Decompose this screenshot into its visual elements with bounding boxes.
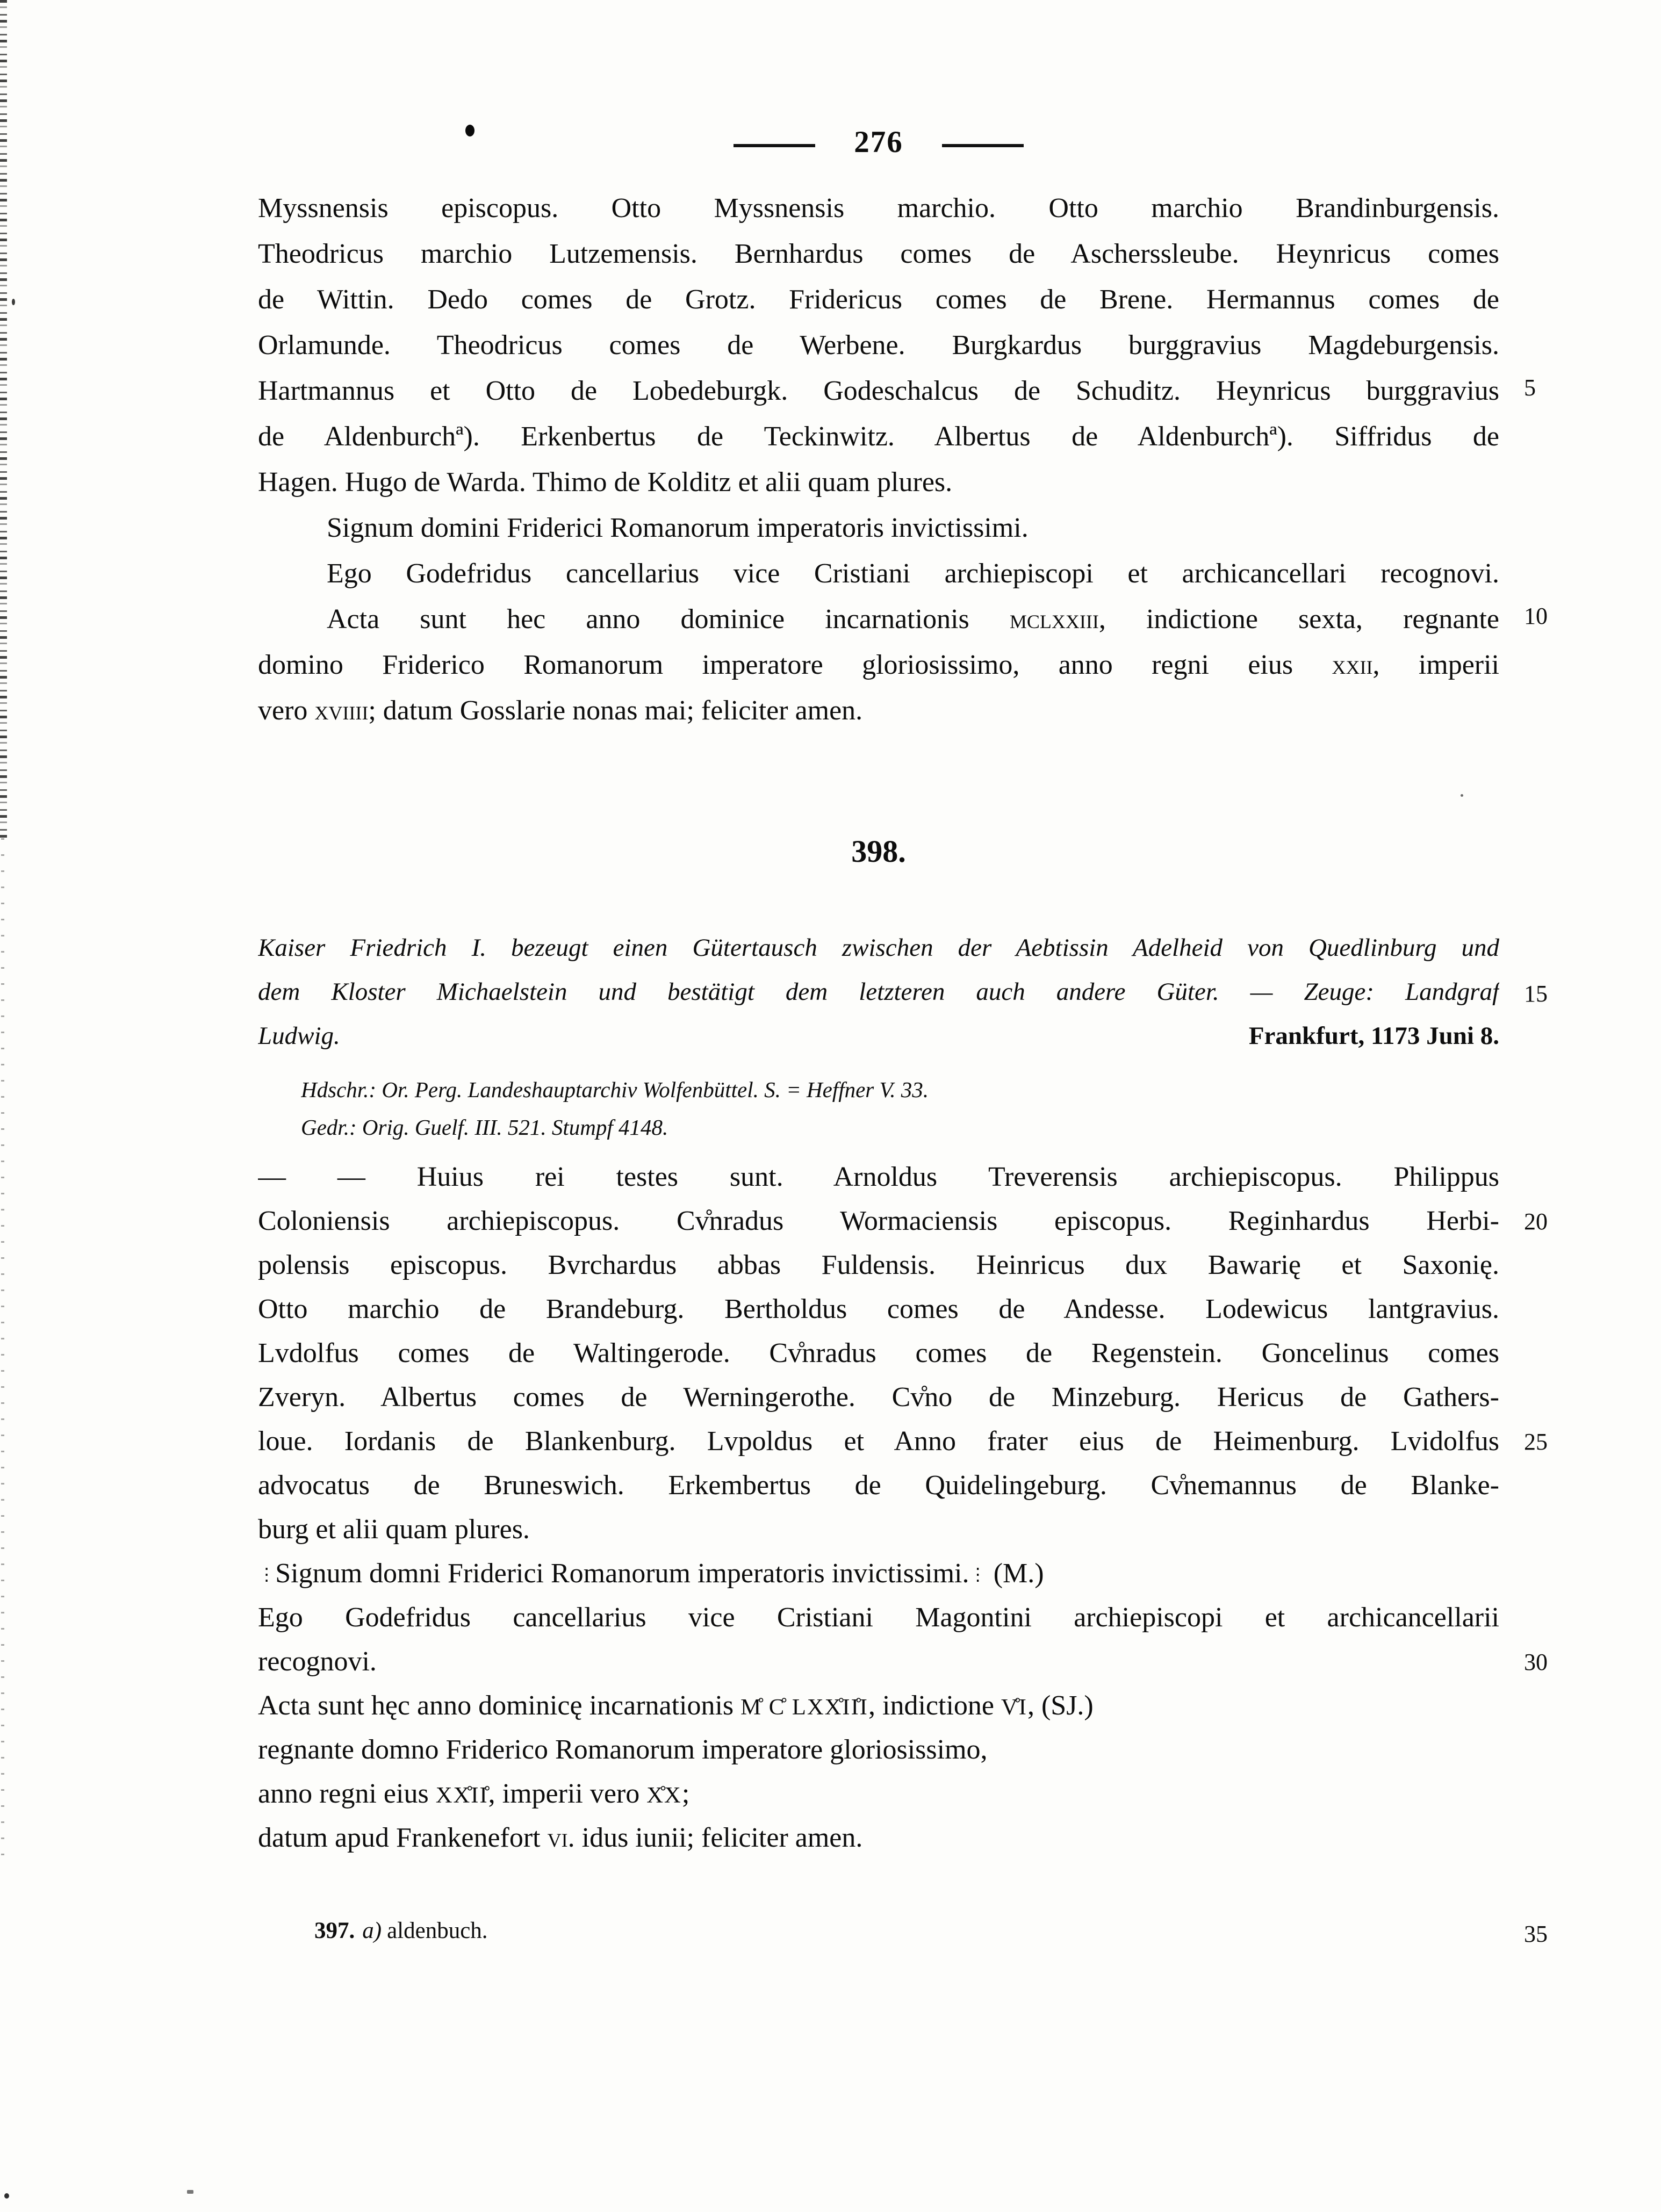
seal-note: , (SJ.) bbox=[1027, 1690, 1094, 1721]
monogram-note: (M.) bbox=[986, 1558, 1044, 1589]
place-date-line: Frankfurt, 1173 Juni 8. bbox=[1248, 1022, 1499, 1050]
text-line: Hartmannus et Otto de Lobedeburgk. Godeschalcus de Schuditz. Heynricus burggravius bbox=[258, 376, 1499, 406]
header-rule-left bbox=[734, 144, 815, 147]
text-line: Zveryn. Albertus comes de Werningerothe. Cv̊no de Minzeburg. Hericus de Gathers- bbox=[258, 1382, 1499, 1413]
text-run: anno regni eius bbox=[258, 1778, 436, 1809]
text-line: — — Huius rei testes sunt. Arnoldus Treverensis archiepiscopus. Philippus bbox=[258, 1162, 1499, 1192]
scan-speck bbox=[1461, 794, 1463, 797]
roman-numeral: V̊I bbox=[1001, 1695, 1027, 1720]
tricolon-mark: ⋮ bbox=[969, 1564, 987, 1584]
charter-397-text bbox=[258, 185, 1499, 733]
margin-line-number: 20 bbox=[1524, 1208, 1548, 1235]
text-line: de Aldenburchª). Erkenbertus de Teckinwitz. Albertus de Aldenburchª). Siffridus de bbox=[258, 421, 1499, 452]
recognition-line: Ego Godefridus cancellarius vice Cristiani Magontini archiepiscopi et archicancellarii bbox=[258, 1602, 1499, 1633]
printed-source-line: Gedr.: Orig. Guelf. III. 521. Stumpf 4148. bbox=[301, 1115, 668, 1140]
text-run: idus iunii; feliciter amen. bbox=[574, 1822, 863, 1853]
text-run: domino Friderico Romanorum imperatore gloriosissimo, anno regni eius bbox=[258, 650, 1332, 680]
footnote-marker: a) bbox=[362, 1918, 382, 1943]
scan-speck bbox=[4, 2193, 9, 2199]
page-number: 276 bbox=[854, 125, 903, 159]
regest-line bbox=[258, 1014, 1499, 1058]
datatio-line bbox=[258, 688, 1499, 733]
datatio-line bbox=[258, 1684, 1499, 1728]
text-line: polensis episcopus. Bvrchardus abbas Fuldensis. Heinricus dux Bawarię et Saxonię. bbox=[258, 1250, 1499, 1280]
text-line: loue. Iordanis de Blankenburg. Lvpoldus et Anno frater eius de Heimenburg. Lvidolfus bbox=[258, 1426, 1499, 1457]
text-line: Lvdolfus comes de Waltingerode. Cv̊nradus comes de Regenstein. Goncelinus comes bbox=[258, 1338, 1499, 1368]
datatio-line: regnante domno Friderico Romanorum imperatore gloriosissimo, bbox=[258, 1734, 988, 1765]
text-line: Myssnensis episcopus. Otto Myssnensis marchio. Otto marchio Brandinburgensis. bbox=[258, 193, 1499, 224]
margin-line-number: 35 bbox=[1524, 1921, 1548, 1947]
charter-398-regest bbox=[258, 926, 1499, 1058]
scan-artifact-left-edge bbox=[0, 0, 7, 838]
manuscript-source-line: Hdschr.: Or. Perg. Landeshauptarchiv Wolfenbüttel. S. = Heffner V. 33. bbox=[301, 1077, 929, 1102]
text-line: de Wittin. Dedo comes de Grotz. Fridericus comes de Brene. Hermannus comes de bbox=[258, 284, 1499, 315]
source-references bbox=[301, 1071, 1499, 1146]
margin-line-number: 10 bbox=[1524, 603, 1548, 629]
text-run: datum apud Frankenefort bbox=[258, 1822, 548, 1853]
roman-numeral: vi. bbox=[547, 1822, 575, 1853]
text-line: Orlamunde. Theodricus comes de Werbene. Burgkardus burggravius Magdeburgensis. bbox=[258, 330, 1499, 361]
text-line: Otto marchio de Brandeburg. Bertholdus comes de Andesse. Lodewicus lantgravius. bbox=[258, 1294, 1499, 1324]
text-run: ; datum Gosslarie nonas mai; feliciter amen. bbox=[368, 695, 863, 726]
roman-numeral: xxii bbox=[1332, 650, 1373, 680]
scan-speck bbox=[187, 2190, 193, 2194]
text-run: Acta sunt hęc anno dominicę incarnationis bbox=[258, 1690, 741, 1721]
signum-line bbox=[258, 1552, 1499, 1596]
roman-numeral: M̊ C̊ LXX̊II̊I bbox=[740, 1695, 869, 1720]
text-run: , indictione bbox=[868, 1690, 1001, 1721]
footnote-apparatus bbox=[314, 1917, 488, 1945]
footnote-charter-ref: 397. bbox=[314, 1918, 355, 1943]
datatio-line bbox=[258, 642, 1499, 688]
text-run: , indictione sexta, regnante bbox=[1098, 604, 1499, 635]
text-line: Hagen. Hugo de Warda. Thimo de Kolditz et alii quam plures. bbox=[258, 467, 953, 498]
signum-line: Signum domini Friderici Romanorum imperatoris invictissimi. bbox=[327, 513, 1029, 543]
recognition-line: recognovi. bbox=[258, 1646, 377, 1677]
text-run: vero bbox=[258, 695, 315, 726]
roman-numeral: X̊X bbox=[646, 1783, 682, 1808]
text-line: Theodricus marchio Lutzemensis. Bernhardus comes de Ascherssleube. Heynricus comes bbox=[258, 239, 1499, 269]
text-line: Coloniensis archiepiscopus. Cv̊nradus Wormaciensis episcopus. Reginhardus Herbi- bbox=[258, 1206, 1499, 1236]
datatio-line bbox=[258, 596, 1499, 642]
page-header bbox=[258, 125, 1499, 160]
regest-line: Kaiser Friedrich I. bezeugt einen Gütertausch zwischen der Aebtissin Adelheid von Quedlinburg und bbox=[258, 934, 1499, 962]
footnote-text: aldenbuch. bbox=[387, 1918, 488, 1943]
header-rule-right bbox=[942, 144, 1024, 147]
margin-line-number: 25 bbox=[1524, 1429, 1548, 1455]
text-run: ; bbox=[681, 1778, 690, 1809]
margin-line-number: 30 bbox=[1524, 1649, 1548, 1675]
charter-398-text bbox=[258, 1155, 1499, 1860]
text-run: , imperii vero bbox=[488, 1778, 647, 1809]
scan-speck bbox=[12, 299, 15, 305]
margin-line-number: 5 bbox=[1524, 374, 1536, 401]
regest-end: Ludwig. bbox=[258, 1022, 340, 1050]
datatio-line bbox=[258, 1816, 1499, 1860]
scan-artifact-left-edge-lower bbox=[1, 838, 4, 1859]
recognition-line: Ego Godefridus cancellarius vice Cristiani archiepiscopi et archicancellari recognovi. bbox=[327, 558, 1499, 589]
datatio-line bbox=[258, 1772, 1499, 1816]
tricolon-mark: ⋮ bbox=[258, 1564, 276, 1584]
margin-line-number: 15 bbox=[1524, 981, 1548, 1007]
text-run: Acta sunt hec anno dominice incarnationis bbox=[327, 604, 1010, 635]
roman-numeral: XX̊II̊ bbox=[435, 1783, 488, 1808]
roman-numeral: xviiii bbox=[314, 695, 369, 726]
text-run: , imperii bbox=[1372, 650, 1499, 680]
text-run: Signum domni Friderici Romanorum imperatoris invictissimi. bbox=[275, 1558, 969, 1589]
roman-numeral: mclxxiii bbox=[1009, 604, 1099, 635]
charter-398-number: 398. bbox=[851, 834, 906, 869]
regest-line: dem Kloster Michaelstein und bestätigt dem letzteren auch andere Güter. — Zeuge: Landgraf bbox=[258, 978, 1499, 1006]
text-line: advocatus de Bruneswich. Erkembertus de Quidelingeburg. Cv̊nemannus de Blanke- bbox=[258, 1470, 1499, 1501]
text-line: burg et alii quam plures. bbox=[258, 1514, 530, 1545]
